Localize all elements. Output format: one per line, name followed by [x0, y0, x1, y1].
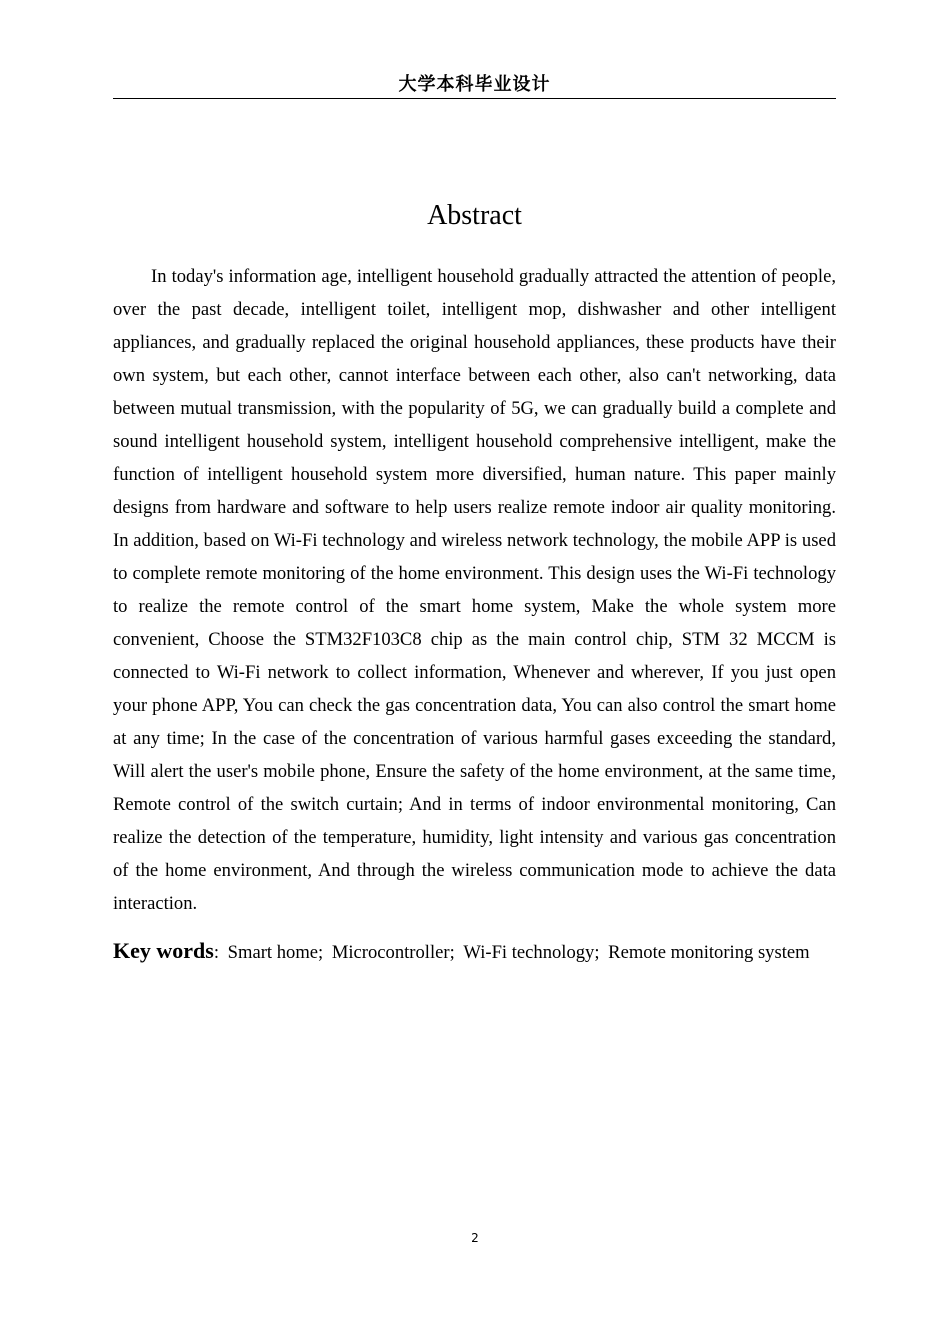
keywords-separator: : — [213, 942, 219, 963]
keyword-item: Remote monitoring system — [608, 942, 810, 963]
page-header — [113, 72, 836, 99]
keyword-item: Microcontroller; — [331, 942, 455, 963]
keywords-line — [113, 934, 853, 970]
keyword-item: Smart home; — [227, 942, 324, 963]
abstract-body: In today's information age, intelligent household gradually attracted the attention of people, over the past decade, intelligent toilet, intelligent mop, dishwasher and other intelligent appliances, and gradually replaced the original household appliances, these products have their own system, but each other, cannot interface between each other, also can't networking, data between mutual transmission, with the popularity of 5G, we can gradually build a complete and sound intelligent household system, intelligent household comprehensive intelligent, make the function of intelligent household system more diversified, human nature. This paper mainly designs from hardware and software to help users realize remote indoor air quality monitoring. In addition, based on Wi-Fi technology and wireless network technology, the mobile APP is used to complete remote monitoring of the home environment. This design uses the Wi-Fi technology to realize the remote control of the smart home system, Make the whole system more convenient, Choose the STM32F103C8 chip as the main control chip, STM 32 MCCM is connected to Wi-Fi network to collect information, Whenever and wherever, If you just open your phone APP, You can check the gas concentration data, You can also control the smart home at any time; In the case of the concentration of various harmful gases exceeding the standard, Will alert the user's mobile phone, Ensure the safety of the home environment, at the same time, Remote control of the switch curtain; And in terms of indoor environmental monitoring, Can realize the detection of the temperature, humidity, light intensity and various gas concentration of the home environment, And through the wireless communication mode to achieve the data interaction. — [113, 266, 836, 914]
page-number: 2 — [471, 1231, 479, 1245]
header-title: 大学本科毕业设计 — [398, 74, 551, 95]
abstract-title: Abstract — [427, 200, 522, 231]
keywords-label: Key words — [113, 938, 214, 963]
keyword-item: Wi-Fi technology; — [463, 942, 600, 963]
